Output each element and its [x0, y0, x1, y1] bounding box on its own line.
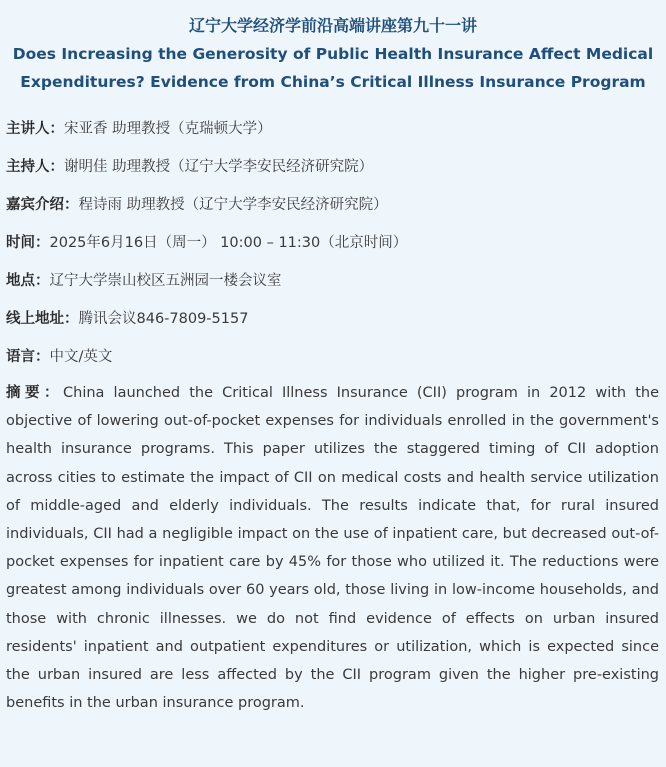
language-row — [6, 346, 659, 368]
online-meeting-id: 腾讯会议846-7809-5157 — [78, 311, 249, 327]
abstract-text: China launched the Critical Illness Insurance (CII) program in 2012 with the objective of lowering out-of-pocket expenses for individuals enrolled in the government's health insurance programs. This paper utilizes the staggered timing of CII adoption across cities to estimate the impact of CII on medical costs and health service utilization of middle-aged and elderly individuals. The results indicate that, for rural insured individuals, CII had a negligible impact on the use of inpatient care, but decreased out-of-pocket expenses for inpatient care by 45% for those who utilized it. The reductions were greatest among individuals over 60 years old, those living in low-income households, and those with chronic illnesses. we do not find evidence of effects on urban insured residents' inpatient and outpatient expenditures or utilization, which is expected since the urban insured are less affected by the CII program given the higher pre-existing benefits in the urban insurance program. — [6, 385, 660, 712]
speaker-value: 宋亚香 助理教授（克瑞顿大学） — [64, 121, 272, 137]
abstract-paragraph — [6, 379, 659, 717]
speaker-label: 主讲人： — [6, 121, 64, 137]
guest-row — [6, 194, 659, 216]
host-label: 主持人： — [6, 159, 64, 175]
guest-value: 程诗雨 助理教授（辽宁大学李安民经济研究院） — [78, 197, 388, 213]
speaker-row — [6, 118, 659, 140]
guest-label: 嘉宾介绍： — [6, 197, 79, 213]
lecture-info — [0, 96, 666, 717]
time-row — [6, 232, 659, 254]
host-value: 谢明佳 助理教授（辽宁大学李安民经济研究院） — [64, 159, 374, 175]
place-value: 辽宁大学崇山校区五洲园一楼会议室 — [49, 273, 282, 289]
place-row — [6, 270, 659, 292]
time-label: 时间： — [6, 235, 50, 251]
language-value: 中文/英文 — [49, 349, 113, 365]
title-block — [0, 0, 666, 96]
abstract-label: 摘要： — [6, 385, 64, 401]
lecture-series-title: 辽宁大学经济学前沿高端讲座第九十一讲 — [188, 16, 477, 35]
time-value: 2025年6月16日（周一） 10:00 – 11:30（北京时间） — [49, 235, 408, 251]
online-label: 线上地址： — [6, 311, 79, 327]
online-row — [6, 308, 659, 330]
place-label: 地点： — [6, 273, 50, 289]
language-label: 语言： — [6, 349, 50, 365]
host-row — [6, 156, 659, 178]
lecture-topic-title: Does Increasing the Generosity of Public Health Insurance Affect Medical Expenditures? Evidence from China’s Critical Illness Insurance Program — [12, 45, 654, 91]
